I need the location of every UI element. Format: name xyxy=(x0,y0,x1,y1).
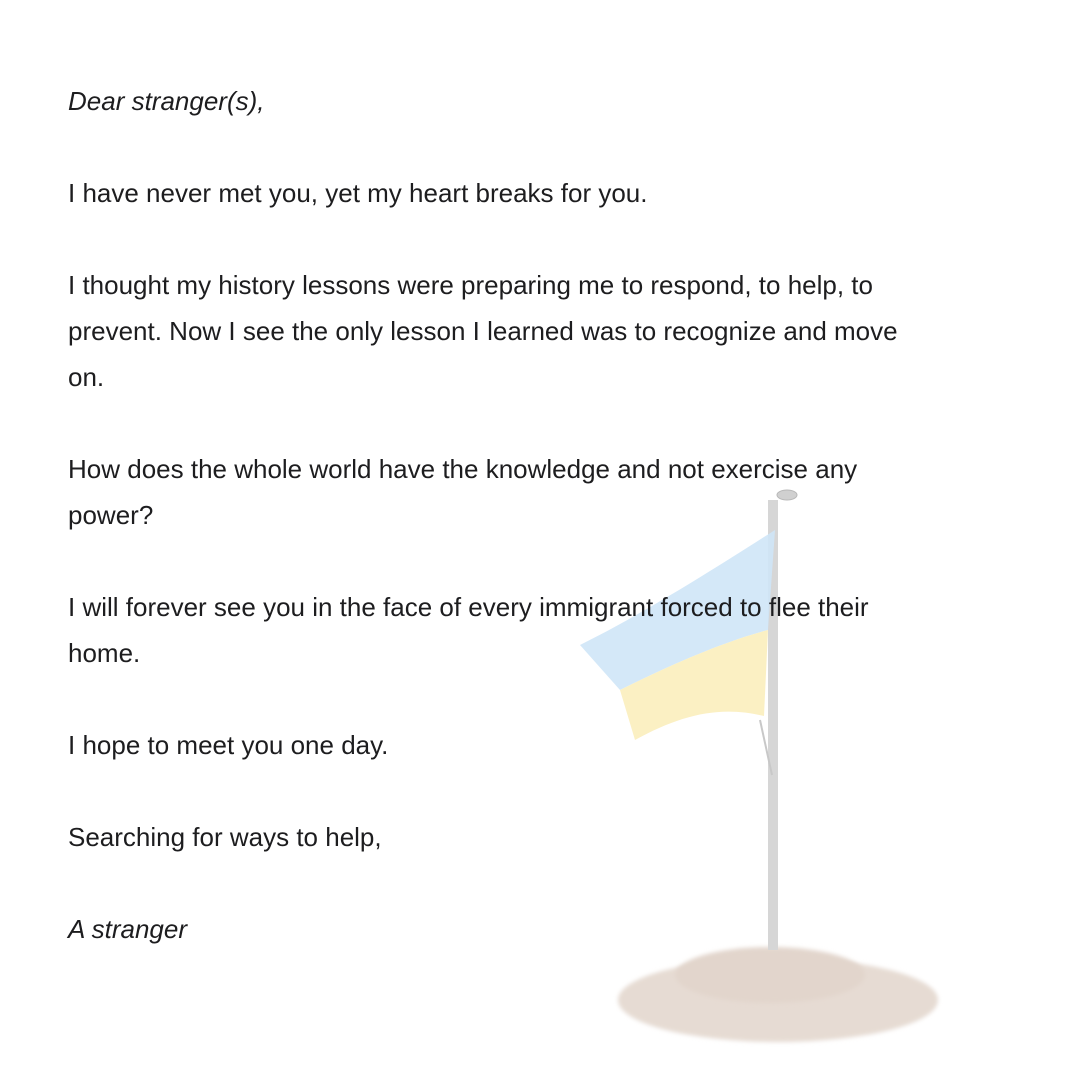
line: home. xyxy=(68,638,141,668)
paragraph-1 xyxy=(68,170,898,216)
paragraph-3 xyxy=(68,446,898,538)
line: I will forever see you in the face of every immigrant forced to flee their xyxy=(68,592,869,622)
line: I hope to meet you one day. xyxy=(68,730,389,760)
line: How does the whole world have the knowledge and not exercise any xyxy=(68,454,858,484)
closing xyxy=(68,814,898,860)
line: I thought my history lessons were preparing me to respond, to help, to xyxy=(68,270,873,300)
letter xyxy=(68,78,898,998)
greeting xyxy=(68,78,898,124)
paragraph-2 xyxy=(68,262,898,400)
signature-text: A stranger xyxy=(68,914,187,944)
line: prevent. Now I see the only lesson I learned was to recognize and move xyxy=(68,316,898,346)
paragraph-5 xyxy=(68,722,898,768)
line: I have never met you, yet my heart breaks for you. xyxy=(68,178,648,208)
greeting-text: Dear stranger(s), xyxy=(68,86,265,116)
signature xyxy=(68,906,898,952)
line: power? xyxy=(68,500,154,530)
line: on. xyxy=(68,362,105,392)
line: Searching for ways to help, xyxy=(68,822,382,852)
paragraph-4 xyxy=(68,584,898,676)
